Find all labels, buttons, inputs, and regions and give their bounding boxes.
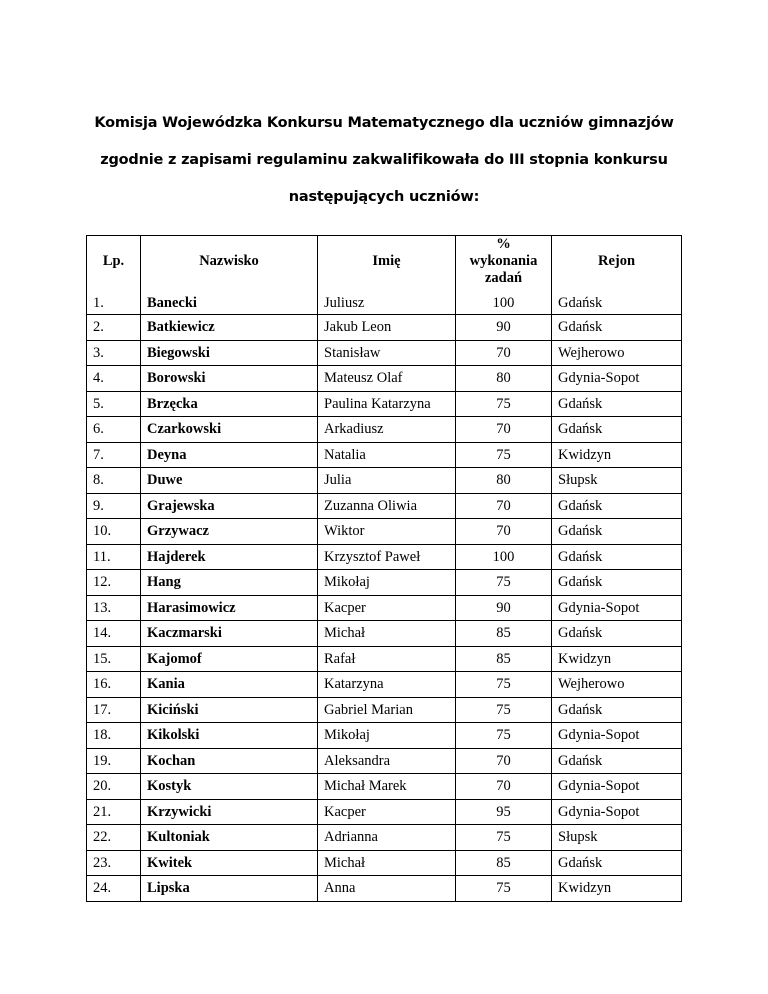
- row-region: Gdynia-Sopot: [552, 799, 682, 825]
- row-lp: 13.: [87, 595, 141, 621]
- row-first-name: Wiktor: [318, 519, 456, 545]
- row-first-name: Aleksandra: [318, 748, 456, 774]
- row-percent: 90: [456, 315, 552, 341]
- row-lp: 24.: [87, 876, 141, 902]
- row-lp: 18.: [87, 723, 141, 749]
- row-lp: 8.: [87, 468, 141, 494]
- table-row: [87, 315, 682, 341]
- header-name: Imię: [318, 236, 456, 288]
- row-first-name: Michał Marek: [318, 774, 456, 800]
- row-surname: Czarkowski: [141, 417, 318, 443]
- row-percent: 75: [456, 570, 552, 596]
- row-region: Gdańsk: [552, 748, 682, 774]
- table-header-row: [87, 236, 682, 288]
- row-percent: 100: [456, 287, 552, 315]
- row-first-name: Mikołaj: [318, 723, 456, 749]
- header-lp: Lp.: [87, 236, 141, 288]
- table-row: [87, 799, 682, 825]
- row-lp: 5.: [87, 391, 141, 417]
- row-percent: 70: [456, 748, 552, 774]
- row-percent: 80: [456, 366, 552, 392]
- row-surname: Harasimowicz: [141, 595, 318, 621]
- row-surname: Brzęcka: [141, 391, 318, 417]
- row-region: Kwidzyn: [552, 876, 682, 902]
- row-region: Gdańsk: [552, 315, 682, 341]
- row-first-name: Zuzanna Oliwia: [318, 493, 456, 519]
- row-first-name: Mikołaj: [318, 570, 456, 596]
- row-region: Gdańsk: [552, 570, 682, 596]
- row-region: Gdańsk: [552, 544, 682, 570]
- row-first-name: Adrianna: [318, 825, 456, 851]
- row-region: Gdynia-Sopot: [552, 774, 682, 800]
- row-surname: Kultoniak: [141, 825, 318, 851]
- row-surname: Banecki: [141, 287, 318, 315]
- row-first-name: Katarzyna: [318, 672, 456, 698]
- row-region: Gdańsk: [552, 519, 682, 545]
- row-percent: 75: [456, 825, 552, 851]
- table-row: [87, 340, 682, 366]
- table-row: [87, 850, 682, 876]
- row-surname: Krzywicki: [141, 799, 318, 825]
- row-percent: 80: [456, 468, 552, 494]
- row-surname: Hajderek: [141, 544, 318, 570]
- row-lp: 21.: [87, 799, 141, 825]
- table-row: [87, 366, 682, 392]
- row-first-name: Julia: [318, 468, 456, 494]
- table-row: [87, 748, 682, 774]
- header-region: Rejon: [552, 236, 682, 288]
- row-first-name: Jakub Leon: [318, 315, 456, 341]
- row-first-name: Rafał: [318, 646, 456, 672]
- header-surname: Nazwisko: [141, 236, 318, 288]
- row-surname: Kiciński: [141, 697, 318, 723]
- row-percent: 75: [456, 876, 552, 902]
- row-lp: 20.: [87, 774, 141, 800]
- row-first-name: Stanisław: [318, 340, 456, 366]
- table-row: [87, 697, 682, 723]
- row-lp: 17.: [87, 697, 141, 723]
- row-surname: Grajewska: [141, 493, 318, 519]
- table-row: [87, 825, 682, 851]
- row-lp: 19.: [87, 748, 141, 774]
- row-surname: Kaczmarski: [141, 621, 318, 647]
- table-row: [87, 595, 682, 621]
- row-surname: Batkiewicz: [141, 315, 318, 341]
- row-region: Gdańsk: [552, 621, 682, 647]
- row-percent: 75: [456, 442, 552, 468]
- row-region: Kwidzyn: [552, 442, 682, 468]
- row-percent: 75: [456, 697, 552, 723]
- table-row: [87, 672, 682, 698]
- row-first-name: Krzysztof Paweł: [318, 544, 456, 570]
- table-row: [87, 723, 682, 749]
- table-row: [87, 417, 682, 443]
- header-percent-sign: %: [496, 236, 511, 252]
- document-heading: [0, 113, 768, 224]
- row-surname: Kostyk: [141, 774, 318, 800]
- row-surname: Hang: [141, 570, 318, 596]
- table-body: [87, 287, 682, 901]
- row-lp: 14.: [87, 621, 141, 647]
- table-row: [87, 570, 682, 596]
- table-row: [87, 876, 682, 902]
- row-percent: 75: [456, 672, 552, 698]
- row-percent: 70: [456, 493, 552, 519]
- row-percent: 75: [456, 723, 552, 749]
- row-percent: 70: [456, 774, 552, 800]
- row-percent: 75: [456, 391, 552, 417]
- row-region: Kwidzyn: [552, 646, 682, 672]
- row-first-name: Michał: [318, 621, 456, 647]
- row-first-name: Natalia: [318, 442, 456, 468]
- heading-line-3: następujących uczniów:: [288, 189, 480, 205]
- row-percent: 85: [456, 850, 552, 876]
- row-region: Wejherowo: [552, 672, 682, 698]
- row-lp: 7.: [87, 442, 141, 468]
- row-percent: 70: [456, 340, 552, 366]
- row-first-name: Kacper: [318, 799, 456, 825]
- qualified-students-table: [86, 235, 682, 902]
- row-surname: Kania: [141, 672, 318, 698]
- row-lp: 23.: [87, 850, 141, 876]
- row-lp: 3.: [87, 340, 141, 366]
- row-region: Gdańsk: [552, 850, 682, 876]
- header-percent-label: wykonania: [469, 253, 538, 269]
- row-surname: Borowski: [141, 366, 318, 392]
- table-row: [87, 391, 682, 417]
- row-surname: Grzywacz: [141, 519, 318, 545]
- row-surname: Lipska: [141, 876, 318, 902]
- row-region: Gdańsk: [552, 391, 682, 417]
- row-region: Gdynia-Sopot: [552, 366, 682, 392]
- row-lp: 16.: [87, 672, 141, 698]
- table-row: [87, 646, 682, 672]
- row-surname: Deyna: [141, 442, 318, 468]
- row-percent: 100: [456, 544, 552, 570]
- row-percent: 70: [456, 417, 552, 443]
- row-region: Gdańsk: [552, 417, 682, 443]
- row-region: Słupsk: [552, 468, 682, 494]
- row-percent: 90: [456, 595, 552, 621]
- row-region: Gdynia-Sopot: [552, 723, 682, 749]
- row-percent: 70: [456, 519, 552, 545]
- table-row: [87, 493, 682, 519]
- row-lp: 1.: [87, 287, 141, 315]
- row-first-name: Anna: [318, 876, 456, 902]
- table-row: [87, 287, 682, 315]
- row-first-name: Arkadiusz: [318, 417, 456, 443]
- row-surname: Kajomof: [141, 646, 318, 672]
- table-row: [87, 774, 682, 800]
- row-first-name: Michał: [318, 850, 456, 876]
- row-lp: 15.: [87, 646, 141, 672]
- row-lp: 6.: [87, 417, 141, 443]
- row-percent: 85: [456, 646, 552, 672]
- row-region: Gdynia-Sopot: [552, 595, 682, 621]
- row-region: Gdańsk: [552, 697, 682, 723]
- heading-line-1: Komisja Wojewódzka Konkursu Matematycznego dla uczniów gimnazjów: [94, 115, 674, 131]
- heading-line-2: zgodnie z zapisami regulaminu zakwalifikowała do III stopnia konkursu: [100, 152, 668, 168]
- row-surname: Kochan: [141, 748, 318, 774]
- row-lp: 2.: [87, 315, 141, 341]
- table-row: [87, 442, 682, 468]
- row-region: Gdańsk: [552, 493, 682, 519]
- row-region: Słupsk: [552, 825, 682, 851]
- header-percent-label-2: zadań: [484, 270, 523, 286]
- row-first-name: Paulina Katarzyna: [318, 391, 456, 417]
- row-lp: 22.: [87, 825, 141, 851]
- row-first-name: Juliusz: [318, 287, 456, 315]
- row-region: Gdańsk: [552, 287, 682, 315]
- header-percent: [456, 236, 552, 288]
- row-surname: Biegowski: [141, 340, 318, 366]
- row-lp: 12.: [87, 570, 141, 596]
- row-surname: Kwitek: [141, 850, 318, 876]
- row-first-name: Gabriel Marian: [318, 697, 456, 723]
- row-first-name: Mateusz Olaf: [318, 366, 456, 392]
- row-region: Wejherowo: [552, 340, 682, 366]
- row-surname: Duwe: [141, 468, 318, 494]
- table-row: [87, 468, 682, 494]
- table-row: [87, 621, 682, 647]
- row-first-name: Kacper: [318, 595, 456, 621]
- row-lp: 9.: [87, 493, 141, 519]
- row-surname: Kikolski: [141, 723, 318, 749]
- row-lp: 10.: [87, 519, 141, 545]
- row-percent: 95: [456, 799, 552, 825]
- table-row: [87, 544, 682, 570]
- table-row: [87, 519, 682, 545]
- row-lp: 11.: [87, 544, 141, 570]
- row-lp: 4.: [87, 366, 141, 392]
- row-percent: 85: [456, 621, 552, 647]
